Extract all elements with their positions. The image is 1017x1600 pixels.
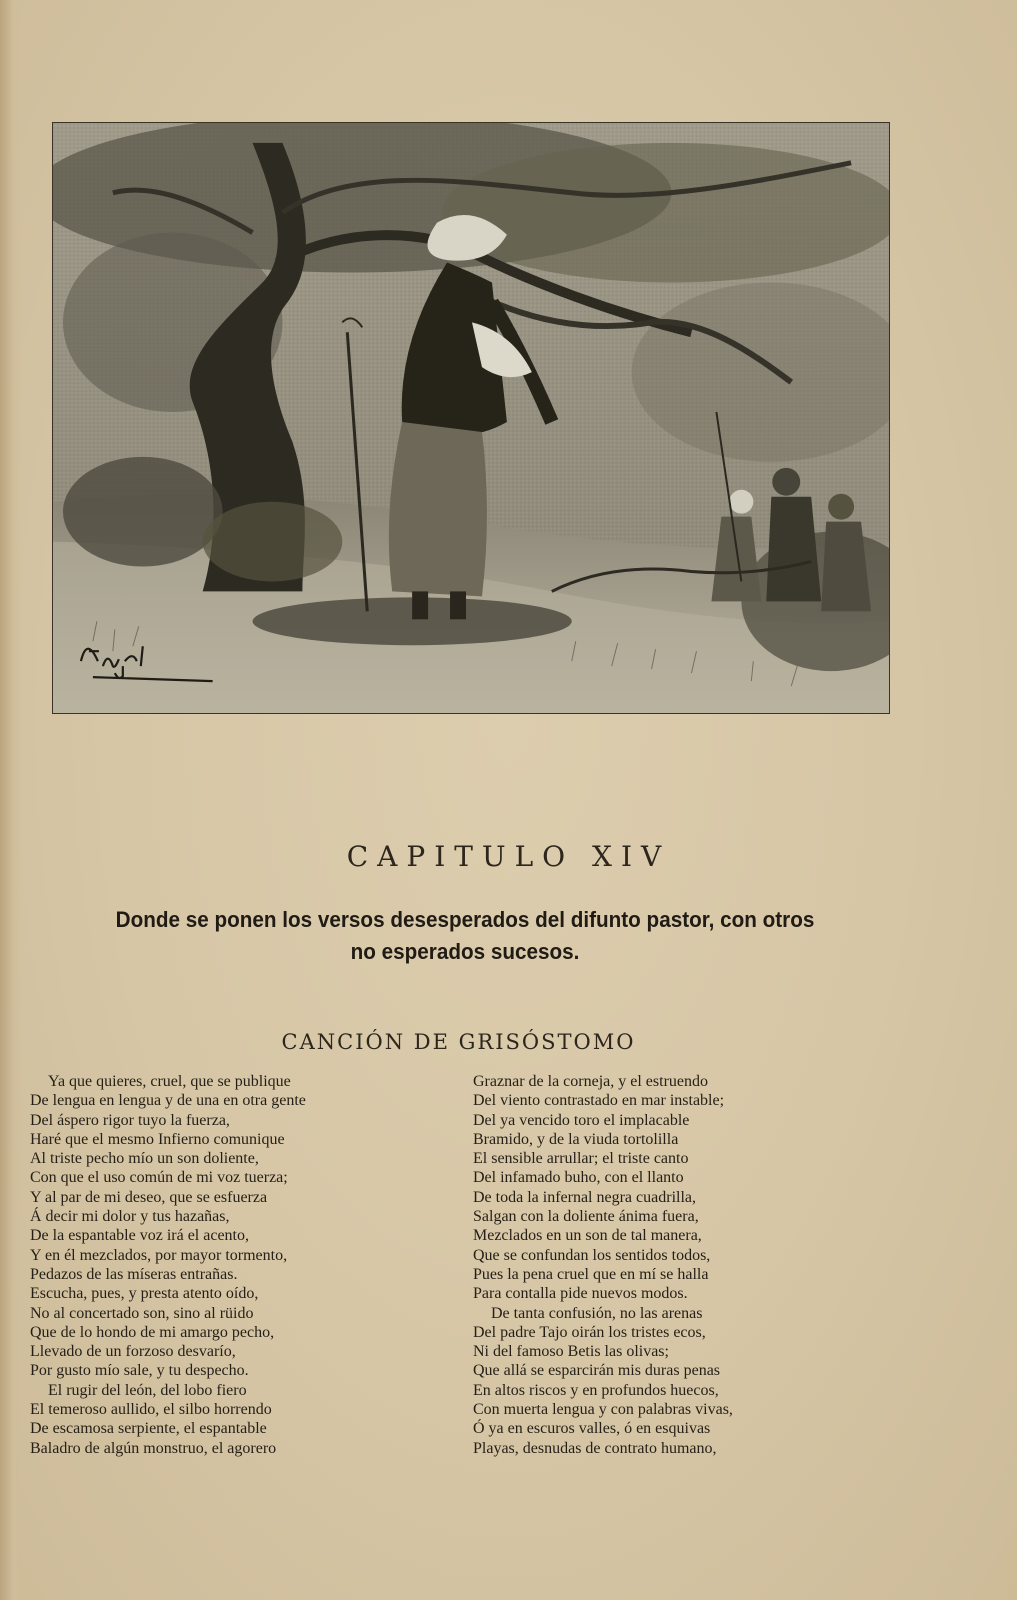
poem-verse: Ni del famoso Betis las olivas;: [473, 1343, 669, 1361]
chapter-subtitle-line: no esperados sucesos.: [350, 939, 580, 964]
poem-verse: Pues la pena cruel que en mí se halla: [473, 1265, 709, 1283]
poem-verse: Baladro de algún monstruo, el agorero: [30, 1439, 277, 1457]
poem-verse: Y en él mezclados, por mayor tormento,: [30, 1246, 288, 1264]
poem-verse: De escamosa serpiente, el espantable: [30, 1420, 267, 1438]
poem-verse: Del viento contrastado en mar instable;: [473, 1092, 725, 1110]
poem-verse: El temeroso aullido, el silbo horrendo: [30, 1401, 272, 1419]
poem-verse: Con muerta lengua y con palabras vivas,: [473, 1401, 733, 1419]
poem-verse: Que de lo hondo de mi amargo pecho,: [30, 1323, 275, 1341]
poem-verse: El rugir del león, del lobo fiero: [48, 1381, 247, 1399]
poem-verse: En altos riscos y en profundos huecos,: [473, 1381, 719, 1399]
poem-verse: Del infamado buho, con el llanto: [473, 1169, 684, 1187]
poem-verse: De lengua en lengua y de una en otra gente: [30, 1092, 306, 1110]
poem-verse: Graznar de la corneja, y el estruendo: [473, 1073, 708, 1090]
poem-verse: Que allá se esparcirán mis duras penas: [473, 1362, 721, 1380]
poem-verse: Bramido, y de la viuda tortolilla: [473, 1130, 679, 1148]
song-title: CANCIÓN DE GRISÓSTOMO: [281, 1030, 636, 1054]
poem-verse: Del padre Tajo oirán los tristes ecos,: [473, 1323, 706, 1341]
poem-verse: Llevado de un forzoso desvarío,: [30, 1343, 236, 1361]
poem-verse: No al concertado son, sino al rüido: [30, 1304, 254, 1322]
poem-column-left: [30, 1072, 430, 1458]
poem-verse: El sensible arrullar; el triste canto: [473, 1150, 689, 1168]
poem-verse: Escucha, pues, y presta atento oído,: [30, 1285, 259, 1303]
poem-verse: Al triste pecho mío un son doliente,: [30, 1150, 259, 1168]
poem-verse: Del ya vencido toro el implacable: [473, 1111, 690, 1129]
poem-verse: Mezclados en un son de tal manera,: [473, 1227, 702, 1245]
poem-column-right: [473, 1072, 853, 1458]
poem-verse: De toda la infernal negra cuadrilla,: [473, 1188, 696, 1206]
poem-verse: Haré que el mesmo Infierno comunique: [30, 1130, 285, 1148]
poem-verse: Á decir mi dolor y tus hazañas,: [30, 1208, 230, 1226]
chapter-title: CAPITULO XIV: [346, 840, 671, 873]
landscape-engraving-icon: [53, 123, 889, 713]
chapter-subtitle-line: Donde se ponen los versos desesperados del difunto pastor, con otros: [115, 907, 815, 932]
poem-verse: Para contalla pide nuevos modos.: [473, 1285, 688, 1303]
poem-verse: Del áspero rigor tuyo la fuerza,: [30, 1111, 230, 1129]
poem-verse: Salgan con la doliente ánima fuera,: [473, 1208, 699, 1226]
poem-verse: Y al par de mi deseo, que se esfuerza: [30, 1188, 268, 1206]
poem-verse: De la espantable voz irá el acento,: [30, 1227, 249, 1245]
poem-verse: Ya que quieres, cruel, que se publique: [48, 1073, 291, 1090]
poem-verse: Ó ya en escuros valles, ó en esquivas: [473, 1420, 711, 1438]
poem-verse: Que se confundan los sentidos todos,: [473, 1246, 711, 1264]
chapter-subtitle: [94, 904, 837, 968]
poem-verse: Pedazos de las míseras entrañas.: [30, 1265, 238, 1283]
poem-verse: Con que el uso común de mi voz tuerza;: [30, 1169, 288, 1187]
poem-verse: Playas, desnudas de contrato humano,: [473, 1439, 717, 1457]
poem-verse: Por gusto mío sale, y tu despecho.: [30, 1362, 249, 1380]
poem-verse: De tanta confusión, no las arenas: [491, 1304, 703, 1322]
chapter-illustration: [52, 122, 890, 714]
